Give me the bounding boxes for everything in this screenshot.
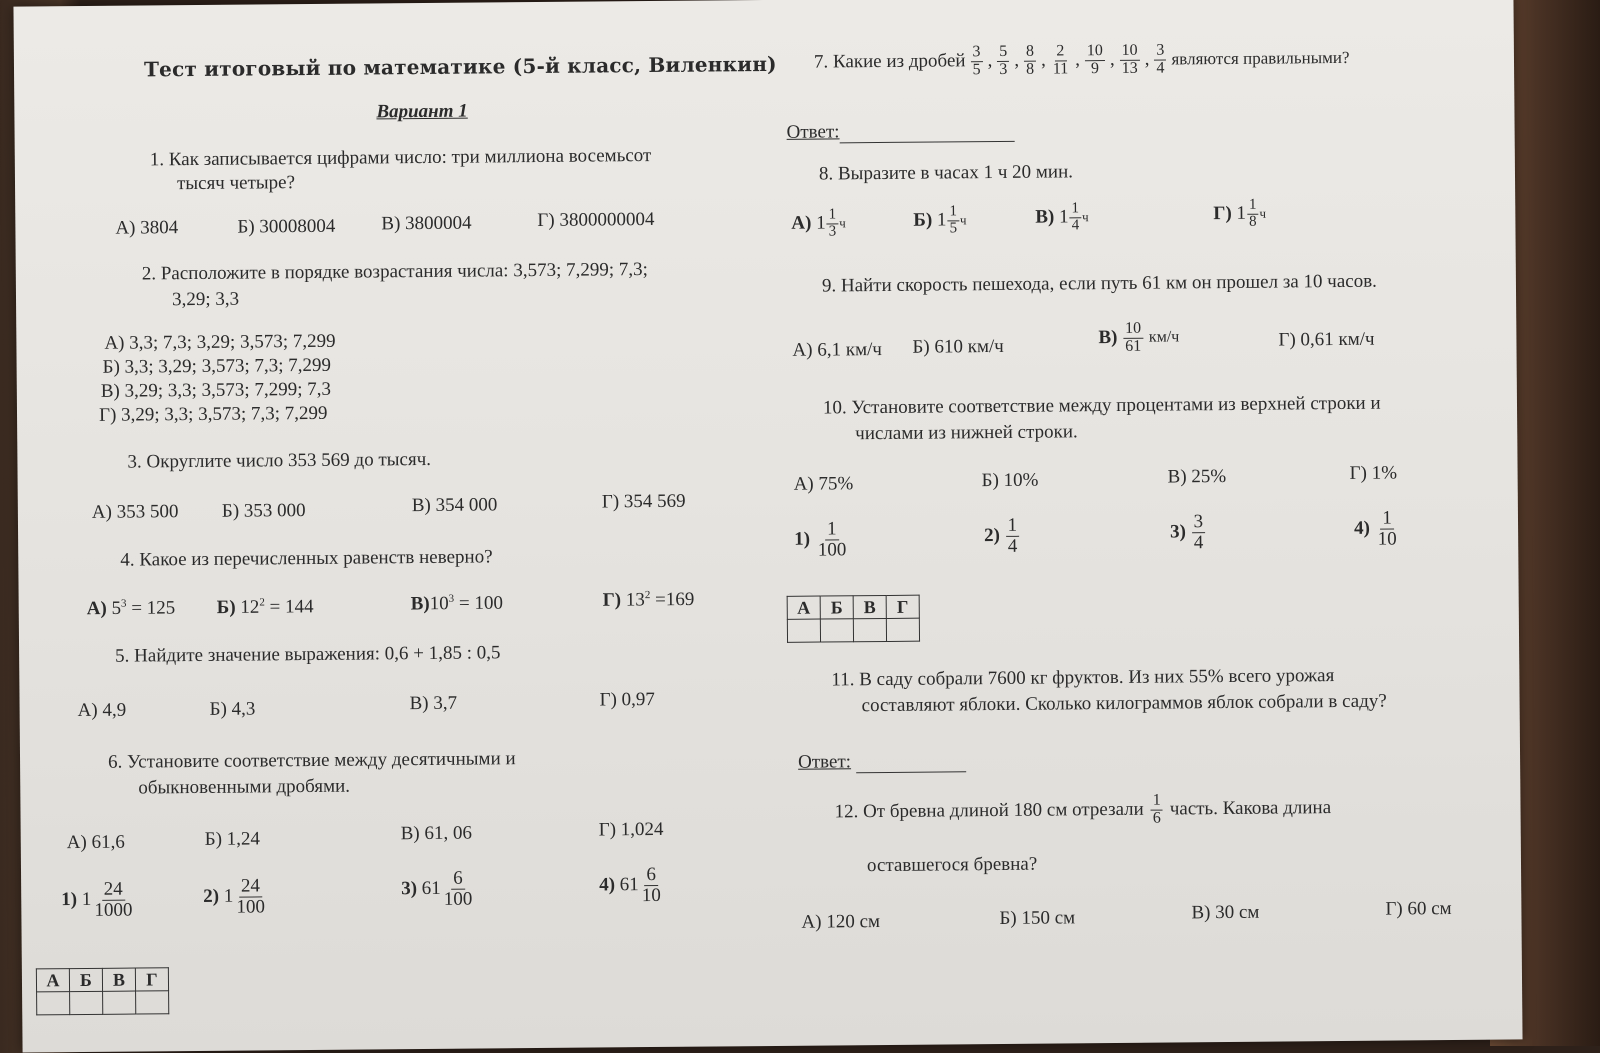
q2-text-cont: 3,29; 3,3	[171, 288, 240, 311]
grid-header-c: В	[853, 595, 886, 618]
q2-text: 2. Расположите в порядке возрастания числа: 3,573; 7,299; 7,3;	[141, 259, 648, 285]
q1-text: 1. Как записывается цифрами число: три миллиона восемьсот	[149, 145, 652, 171]
q10-text: 10. Установите соответствие между процентами из верхней строки и	[822, 392, 1381, 419]
q6-text-cont: обыкновенными дробями.	[138, 775, 351, 799]
grid-header-c: В	[102, 968, 135, 991]
q12-option-a: А) 120 см	[801, 911, 881, 933]
grid-answer-cell[interactable]	[70, 991, 103, 1014]
q9-option-c: В) $\frac{10}{61}$ км/ч	[1098, 319, 1180, 355]
q10-match-4: 4) $\frac{1}{10}$	[1353, 507, 1397, 550]
q12-text: 12. От бревна длиной 180 см отрезали $\frac{1}{6}$ часть. Какова длина	[834, 791, 1332, 827]
q12-option-b: Б) 150 см	[999, 907, 1076, 929]
q7-answer-line[interactable]	[840, 141, 1015, 144]
q2-option-a: А) 3,3; 7,3; 3,29; 3,573; 7,299	[104, 330, 336, 354]
q9-option-b: Б) 610 км/ч	[912, 335, 1004, 358]
q5-option-d: Г) 0,97	[599, 688, 655, 711]
q1-option-d: Г) 3800000004	[537, 208, 655, 232]
q5-option-c: В) 3,7	[409, 692, 458, 715]
grid-answer-cell[interactable]	[853, 618, 886, 641]
q12-option-d: Г) 60 см	[1385, 898, 1452, 920]
q1-option-b: Б) 30008004	[237, 215, 336, 238]
q6-option-b: Б) 1,24	[204, 828, 261, 850]
q1-option-c: В) 3800004	[381, 212, 472, 235]
grid-header-d: Г	[135, 968, 168, 991]
q10-match-3: 3) $\frac{3}{4}$	[1170, 511, 1204, 554]
q2-option-d: Г) 3,29; 3,3; 3,573; 7,3; 7,299	[98, 402, 328, 426]
q10-answer-grid	[787, 595, 920, 643]
q4-option-a: А) $5^3 = 125$	[86, 597, 176, 620]
grid-header-a: А	[36, 969, 69, 992]
q5-option-b: Б) 4,3	[209, 698, 256, 720]
q4-option-c: $В)10^3 = 100$	[410, 592, 503, 615]
q10-option-b: Б) 10%	[981, 469, 1039, 492]
q7-answer: Ответ:	[786, 120, 1014, 144]
q10-match-2: 2) $\frac{1}{4}$	[984, 514, 1018, 557]
grid-answer-cell[interactable]	[886, 618, 919, 641]
q10-match-1: 1) $\frac{1}{100}$	[794, 518, 847, 561]
q1-option-a: А) 3804	[115, 217, 179, 239]
variant-label: Вариант 1	[376, 100, 468, 123]
q1-text-cont: тысяч четыре?	[176, 172, 296, 195]
q9-option-d: Г) 0,61 км/ч	[1278, 328, 1375, 351]
q3-option-d: Г) 354 569	[601, 490, 686, 513]
grid-answer-cell[interactable]	[37, 992, 70, 1015]
q2-option-c: В) 3,29; 3,3; 3,573; 7,299; 7,3	[100, 378, 332, 402]
q8-option-d: Г) 1 $\frac{1}{8}$ ч	[1213, 196, 1267, 230]
q11-answer: Ответ:	[798, 750, 966, 773]
grid-answer-cell[interactable]	[787, 619, 820, 642]
q12-option-c: В) 30 см	[1191, 901, 1260, 924]
q7-text: 7. Какие из дробей $\frac{3}{5}$ , $\frac{5}{3}$ , $\frac{8}{8}$ , $\frac{2}{11}$ , $\frac{10}{9}$ , $\frac{10}{13}$ , $\frac{3}{4}$ являются правильными?	[813, 41, 1350, 78]
q6-text: 6. Установите соответствие между десятичными и	[107, 748, 516, 773]
q3-text: 3. Округлите число 353 569 до тысяч.	[127, 448, 432, 473]
q11-text: 11. В саду собрали 7600 кг фруктов. Из них 55% всего урожая	[831, 665, 1335, 691]
q11-text-cont: составляют яблоки. Сколько килограммов яблок собрали в саду?	[861, 690, 1387, 717]
q6-option-a: А) 61,6	[66, 831, 125, 854]
q10-option-c: В) 25%	[1167, 466, 1227, 488]
q5-text: 5. Найдите значение выражения: 0,6 + 1,85 : 0,5	[115, 642, 501, 667]
q10-text-cont: числами из нижней строки.	[855, 421, 1078, 445]
q6-match-2: 2) 1 $\frac{24}{100}$	[203, 875, 266, 918]
grid-header-b: Б	[69, 968, 102, 991]
q3-option-b: Б) 353 000	[221, 500, 306, 522]
q5-option-a: А) 4,9	[77, 699, 127, 722]
q10-option-d: Г) 1%	[1349, 462, 1398, 484]
q4-option-b: Б) $12^2 = 144$	[216, 596, 314, 619]
test-sheet	[13, 0, 1522, 1053]
q11-answer-line[interactable]	[856, 771, 966, 773]
q6-option-c: В) 61, 06	[400, 822, 473, 845]
q8-text: 8. Выразите в часах 1 ч 20 мин.	[818, 161, 1074, 185]
page-title: Тест итоговый по математике (5-й класс, Виленкин)	[143, 51, 777, 82]
q8-option-a: А) 1 $\frac{1}{3}$ ч	[791, 206, 846, 240]
q3-option-a: А) 353 500	[91, 501, 179, 523]
grid-answer-cell[interactable]	[103, 991, 136, 1014]
q4-text: 4. Какое из перечисленных равенств неверно?	[120, 546, 493, 571]
grid-header-a: А	[787, 596, 820, 619]
q6-option-d: Г) 1,024	[598, 818, 664, 841]
grid-header-b: Б	[820, 596, 853, 619]
q6-answer-grid	[36, 967, 169, 1015]
q6-match-3: 3) 61 $\frac{6}{100}$	[401, 867, 473, 910]
q4-option-d: Г) $13^2 =169$	[602, 588, 695, 611]
q8-option-c: В) 1 $\frac{1}{4}$ ч	[1035, 200, 1089, 234]
q6-match-4: 4) 61 $\frac{6}{10}$	[599, 863, 661, 907]
q9-text: 9. Найти скорость пешехода, если путь 61 км он прошел за 10 часов.	[821, 270, 1377, 297]
q9-option-a: А) 6,1 км/ч	[792, 339, 882, 361]
q8-option-b: Б) 1 $\frac{1}{5}$ ч	[913, 203, 967, 237]
grid-header-d: Г	[886, 595, 919, 618]
q3-option-c: В) 354 000	[411, 494, 498, 517]
q6-match-1: 1) 1 $\frac{24}{1000}$	[61, 878, 133, 921]
q2-option-b: Б) 3,3; 3,29; 3,573; 7,3; 7,299	[102, 354, 332, 378]
q10-option-a: А) 75%	[793, 473, 854, 495]
grid-answer-cell[interactable]	[820, 619, 853, 642]
q12-text-cont: оставшегося бревна?	[866, 853, 1038, 877]
grid-answer-cell[interactable]	[136, 991, 169, 1014]
